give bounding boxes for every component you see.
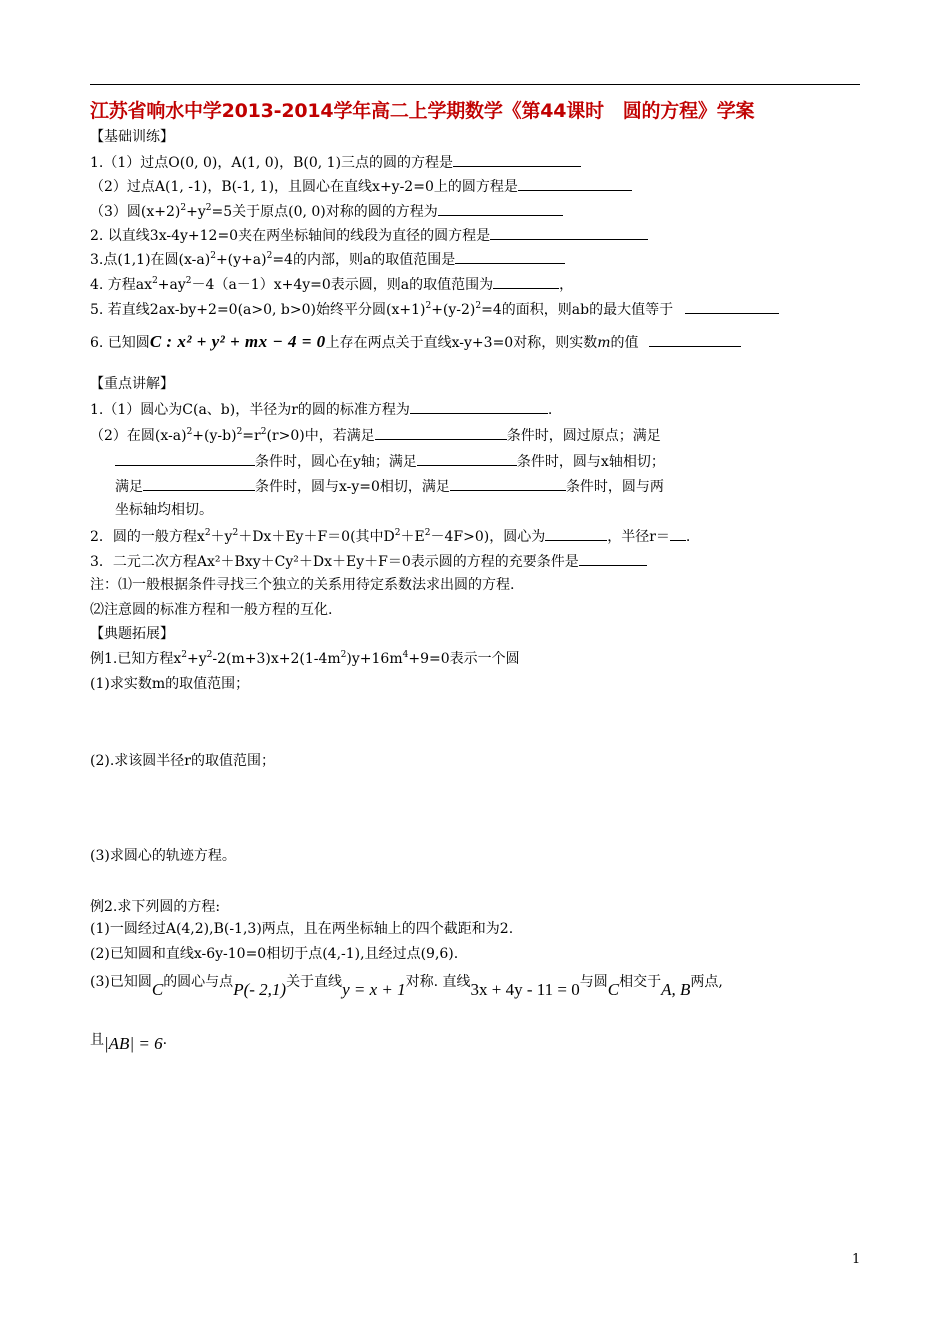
answer-blank[interactable] <box>493 274 559 289</box>
example-2-part-3-cont: 且|AB| = 6. <box>90 1032 168 1053</box>
answer-blank[interactable] <box>450 476 566 491</box>
basic-q3: 3.点(1,1)在圆$(x-a)^2+(y+a)^2=4$的内部，则a的取值范围是 <box>90 249 565 269</box>
answer-blank[interactable] <box>375 425 507 440</box>
example-1: 例1.已知方程$x^2+y^2-2(m+3)x+2(1-4m^2)y+16m^4+9=0$表示一个圆 <box>90 650 520 667</box>
basic-q1c: （3）圆$(x+2)^2+y^2=5$关于原点(0, 0)对称的圆的方程为 <box>90 201 563 221</box>
key-1d: 满足 条件时，圆与x-y=0相切，满足 条件时，圆与两 <box>115 476 664 496</box>
key-2: 2．圆的一般方程$x^2+y^2+Dx+Ey+F=0$(其中$D^2+E^2-4F>0$)，圆心为 ，半径r＝ . <box>90 528 691 545</box>
answer-blank[interactable] <box>545 526 607 541</box>
example-1-part-2: (2).求该圆半径r的取值范围； <box>90 753 275 769</box>
key-1e: 坐标轴均相切。 <box>115 502 213 518</box>
key-1a: 1.（1）圆心为C(a、b)，半径为r的圆的标准方程为 . <box>90 399 552 419</box>
section-basic-heading: 【基础训练】 <box>90 129 174 145</box>
answer-blank[interactable] <box>670 526 686 541</box>
answer-blank[interactable] <box>453 152 581 167</box>
basic-q4: 4. 方程$ax^2+ay^2-4(a-1)x+4y=0$表示圆，则a的取值范围为 ， <box>90 276 574 293</box>
example-2-part-1: (1)一圆经过A(4,2),B(-1,3)两点，且在两坐标轴上的四个截距和为2. <box>90 921 514 937</box>
example-1-part-3: (3)求圆心的轨迹方程。 <box>90 848 236 864</box>
answer-blank[interactable] <box>685 299 779 314</box>
note-2: ⑵注意圆的标准方程和一般方程的互化. <box>90 602 333 618</box>
answer-blank[interactable] <box>455 249 565 264</box>
answer-blank[interactable] <box>490 225 648 240</box>
answer-blank[interactable] <box>579 551 647 566</box>
key-1b: （2）在圆$(x-a)^2+(y-b)^2=r^2(r>0)$中，若满足 条件时，圆过原点；满足 <box>90 427 661 444</box>
basic-q2: 2. 以直线3x-4y+12=0夹在两坐标轴间的线段为直径的圆方程是 <box>90 225 648 245</box>
note-1: 注：⑴一般根据条件寻找三个独立的关系用待定系数法求出圆的方程. <box>90 577 515 593</box>
answer-blank[interactable] <box>417 451 517 466</box>
answer-blank[interactable] <box>438 201 563 216</box>
page-number: 1 <box>852 1252 861 1267</box>
circle-equation: C : x² + y² + mx − 4 = 0 <box>149 332 326 351</box>
page-title: 江苏省响水中学2013-2014学年高二上学期数学《第44课时 圆的方程》学案 <box>90 100 755 122</box>
answer-blank[interactable] <box>649 332 741 347</box>
example-1-part-1: (1)求实数m的取值范围； <box>90 676 250 692</box>
example-2-part-3: (3)已知圆C的圆心与点P(- 2,1)关于直线y = x + 1对称. 直线3x + 4y - 11 = 0与圆C相交于A, B两点, <box>90 974 723 999</box>
basic-q5: 5. 若直线2ax-by+2=0(a>0, b>0)始终平分圆$(x+1)^2+(y-2)^2=4$的面积，则ab的最大值等于 <box>90 299 779 319</box>
key-1c: 条件时，圆心在y轴；满足 条件时，圆与x轴相切； <box>115 451 665 471</box>
basic-q1b: （2）过点A(1, -1)，B(-1, 1)，且圆心在直线x+y-2=0上的圆方程是 <box>90 176 632 196</box>
header-rule <box>90 84 860 85</box>
answer-blank[interactable] <box>410 399 548 414</box>
answer-blank[interactable] <box>518 176 632 191</box>
basic-q1a: 1.（1）过点O(0, 0)，A(1, 0)，B(0, 1)三点的圆的方程是 <box>90 152 581 172</box>
example-2-part-2: (2)已知圆和直线x-6y-10=0相切于点(4,-1),且经过点(9,6). <box>90 946 459 962</box>
key-3: 3．二元二次方程Ax²＋Bxy＋Cy²＋Dx＋Ey＋F＝0表示圆的方程的充要条件是 <box>90 551 647 571</box>
answer-blank[interactable] <box>143 476 255 491</box>
section-key-heading: 【重点讲解】 <box>90 376 174 392</box>
section-ext-heading: 【典题拓展】 <box>90 626 174 642</box>
answer-blank[interactable] <box>115 451 255 466</box>
basic-q6: 6. 已知圆C : x² + y² + mx − 4 = 0上存在两点关于直线x-y+3=0对称，则实数m的值 <box>90 332 741 352</box>
example-2: 例2.求下列圆的方程: <box>90 899 221 915</box>
